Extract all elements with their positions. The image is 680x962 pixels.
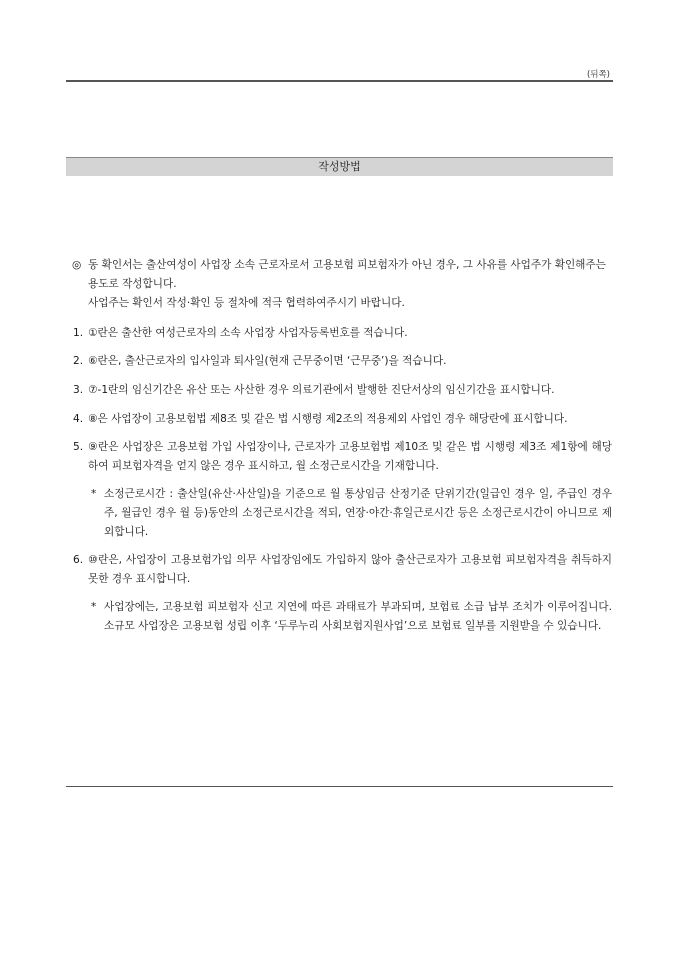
- top-divider: [66, 80, 613, 82]
- bottom-divider: [66, 786, 613, 787]
- item-text: ⑦-1란의 임신기간은 유산 또는 사산한 경우 의료기관에서 발행한 진단서상의 임신기간을 표시합니다.: [88, 383, 555, 396]
- intro-subtext: 사업주는 확인서 작성·확인 등 절차에 적극 협력하여주시기 바랍니다.: [88, 297, 405, 310]
- instructions-body: [72, 256, 612, 636]
- item-text: ⑥란은, 출산근로자의 입사일과 퇴사일(현재 근무중이면 ‘근무중’)을 적습니다.: [88, 355, 447, 368]
- instruction-item-5: [72, 438, 612, 475]
- item-number: 3.: [73, 383, 84, 396]
- page-side-label: (뒤쪽): [586, 70, 610, 80]
- instruction-item-2: [72, 352, 612, 371]
- item-text: ⑩란은, 사업장이 고용보험가입 의무 사업장임에도 가입하지 않아 출산근로자가 고용보험 피보험자격을 취득하지 못한 경우 표시합니다.: [88, 554, 612, 585]
- instruction-item-3: [72, 381, 612, 400]
- instruction-item-4: [72, 410, 612, 429]
- instruction-item-1: [72, 324, 612, 343]
- note-item-6: [78, 598, 612, 635]
- item-number: 6.: [73, 554, 84, 567]
- note-item-5: [78, 485, 612, 541]
- note-text: 소정근로시간 : 출산일(유산·사산일)을 기준으로 월 통상임금 산정기준 단위기간(일급인 경우 일, 주급인 경우 주, 월급인 경우 월 등)동안의 소정근로시간을 적되, 연장·야간·휴일근로시간 등은 소정근로시간이 아니므로 제외합니다.: [104, 488, 612, 538]
- asterisk-icon: *: [91, 488, 97, 501]
- double-circle-icon: ◎: [72, 259, 82, 271]
- intro-block: [72, 256, 612, 313]
- section-title: 작성방법: [66, 157, 613, 176]
- item-number: 2.: [73, 355, 84, 368]
- item-number: 1.: [73, 326, 84, 339]
- item-number: 4.: [73, 412, 84, 425]
- instruction-item-6: [72, 551, 612, 588]
- intro-text: 동 확인서는 출산여성이 사업장 소속 근로자로서 고용보험 피보험자가 아닌 경우, 그 사유를 사업주가 확인해주는 용도로 작성합니다.: [88, 259, 606, 290]
- item-text: ⑨란은 사업장은 고용보험 가입 사업장이나, 근로자가 고용보험법 제10조 및 같은 법 시행령 제3조 제1항에 해당하여 피보험자격을 얻지 않은 경우 표시하고, 월 소정근로시간을 기재합니다.: [88, 441, 612, 472]
- item-number: 5.: [73, 441, 84, 454]
- asterisk-icon: *: [91, 601, 97, 614]
- instruction-list: [72, 324, 612, 636]
- item-text: ⑧은 사업장이 고용보험법 제8조 및 같은 법 시행령 제2조의 적용제외 사업인 경우 해당란에 표시합니다.: [88, 412, 568, 425]
- item-text: ①란은 출산한 여성근로자의 소속 사업장 사업자등록번호를 적습니다.: [88, 326, 408, 339]
- note-text: 사업장에는, 고용보험 피보험자 신고 지연에 따른 과태료가 부과되며, 보험료 소급 납부 조치가 이루어집니다. 소규모 사업장은 고용보험 성립 이후 ‘두루누리 사회보험지원사업’으로 보험료 일부를 지원받을 수 있습니다.: [104, 601, 612, 632]
